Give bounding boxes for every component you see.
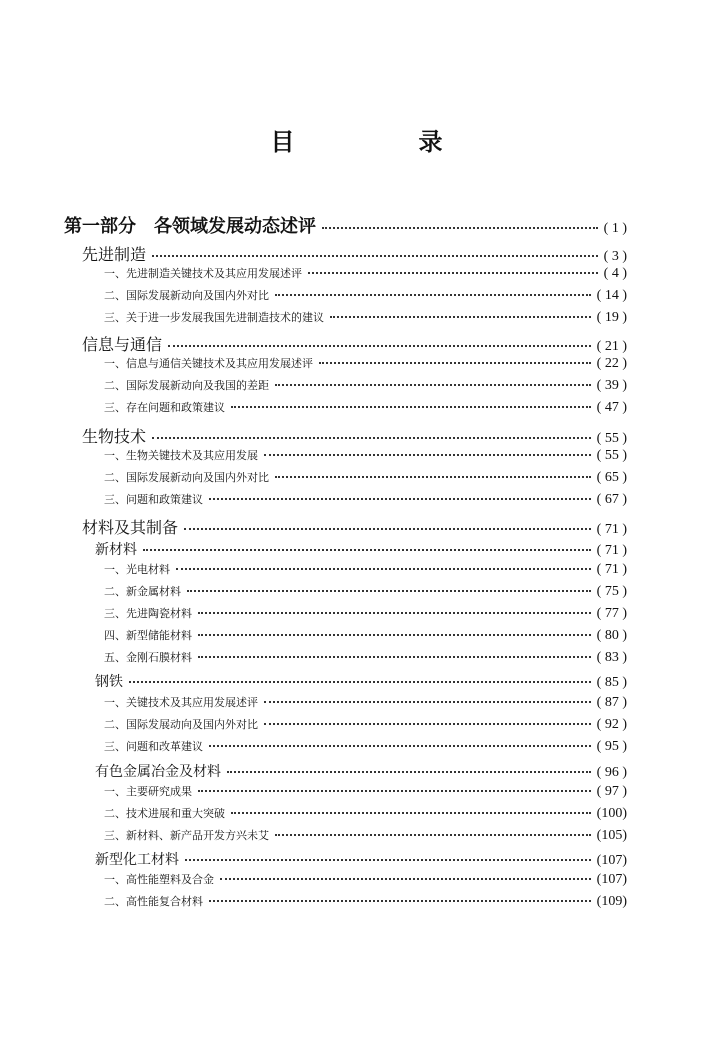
- toc-entry-page-number: ( 22 ): [596, 356, 627, 371]
- toc-entry: [82, 242, 627, 265]
- toc-entry-title: 四、新型储能材料: [104, 629, 192, 642]
- toc-entry-page-number: ( 75 ): [596, 584, 627, 599]
- dot-leader: [152, 437, 591, 439]
- toc-entry-page-number: ( 95 ): [596, 739, 627, 754]
- toc-entry: [104, 805, 627, 822]
- toc-entry-page-number: ( 3 ): [603, 249, 627, 264]
- toc-entry-title: 有色金属冶金及材料: [95, 764, 221, 780]
- toc-entry: [82, 332, 627, 355]
- dot-leader: [264, 454, 591, 456]
- toc-entry: [104, 265, 627, 282]
- dot-leader: [275, 384, 591, 386]
- toc-entry-title: 第一部分 各领域发展动态述评: [64, 216, 316, 237]
- toc-entry-page-number: ( 14 ): [596, 288, 627, 303]
- dot-leader: [322, 227, 598, 229]
- toc-entry: [104, 491, 627, 508]
- toc-entry-page-number: ( 71 ): [596, 522, 627, 537]
- toc-entry-page-number: ( 77 ): [596, 606, 627, 621]
- dot-leader: [275, 834, 591, 836]
- dot-leader: [185, 859, 591, 861]
- dot-leader: [209, 498, 591, 500]
- toc-entry-title: 一、高性能塑料及合金: [104, 873, 214, 886]
- toc-entry-title: 一、关键技术及其应用发展述评: [104, 696, 258, 709]
- toc-entry-page-number: (105): [596, 828, 627, 843]
- dot-leader: [143, 549, 591, 551]
- dot-leader: [198, 656, 591, 658]
- toc-entry-page-number: ( 92 ): [596, 717, 627, 732]
- toc-entry: [104, 783, 627, 800]
- dot-leader: [264, 701, 591, 703]
- page-title: 目 录: [270, 128, 493, 156]
- toc-entry: [82, 515, 627, 538]
- dot-leader: [231, 812, 591, 814]
- toc-entry-page-number: ( 87 ): [596, 695, 627, 710]
- toc-entry: [104, 893, 627, 910]
- toc-entry-page-number: ( 71 ): [596, 543, 627, 558]
- dot-leader: [220, 878, 591, 880]
- toc-entry-page-number: ( 96 ): [596, 765, 627, 780]
- dot-leader: [198, 612, 591, 614]
- toc-entry-page-number: ( 47 ): [596, 400, 627, 415]
- toc-entry: [104, 738, 627, 755]
- toc-entry: [95, 761, 627, 781]
- toc-entry: [104, 716, 627, 733]
- toc-entry: [104, 355, 627, 372]
- toc-entry-page-number: ( 67 ): [596, 492, 627, 507]
- toc-entry-page-number: (107): [596, 853, 627, 868]
- toc-entry-page-number: ( 39 ): [596, 378, 627, 393]
- toc-entry-title: 信息与通信: [82, 335, 163, 354]
- toc-entry-title: 新型化工材料: [95, 852, 179, 868]
- dot-leader: [152, 255, 598, 257]
- toc-entry-page-number: (100): [596, 806, 627, 821]
- dot-leader: [308, 272, 598, 274]
- toc-entry-page-number: ( 65 ): [596, 470, 627, 485]
- toc-entry: [95, 849, 627, 869]
- toc-entry: [95, 671, 627, 691]
- dot-leader: [198, 634, 591, 636]
- toc-entry-title: 三、问题和改革建议: [104, 740, 203, 753]
- toc-entry: [104, 399, 627, 416]
- toc-entry: [104, 583, 627, 600]
- toc-entry: [104, 649, 627, 666]
- toc-entry-page-number: ( 71 ): [596, 562, 627, 577]
- toc-entry: [104, 447, 627, 464]
- dot-leader: [231, 406, 591, 408]
- toc-entry-title: 一、先进制造关键技术及其应用发展述评: [104, 267, 302, 280]
- dot-leader: [319, 362, 591, 364]
- dot-leader: [129, 681, 591, 683]
- dot-leader: [209, 745, 591, 747]
- toc-entry-page-number: ( 55 ): [596, 448, 627, 463]
- toc-entry-title: 材料及其制备: [82, 518, 179, 537]
- toc-entry: [104, 871, 627, 888]
- toc-entry-title: 二、国际发展新动向及我国的差距: [104, 379, 269, 392]
- toc-entry-title: 二、国际发展新动向及国内外对比: [104, 471, 269, 484]
- toc-entry-page-number: ( 85 ): [596, 675, 627, 690]
- dot-leader: [264, 723, 591, 725]
- toc-entry-title: 二、高性能复合材料: [104, 895, 203, 908]
- toc-entry-title: 新材料: [95, 542, 137, 558]
- toc-entry-title: 先进制造: [82, 245, 147, 264]
- toc-entry: [104, 309, 627, 326]
- toc-entry-page-number: (107): [596, 872, 627, 887]
- toc-entry-page-number: ( 19 ): [596, 310, 627, 325]
- toc-entry-page-number: ( 21 ): [596, 339, 627, 354]
- toc-entry-title: 三、存在问题和政策建议: [104, 401, 225, 414]
- toc-entry-title: 三、先进陶瓷材料: [104, 607, 192, 620]
- dot-leader: [330, 316, 591, 318]
- toc-entry-title: 三、关于进一步发展我国先进制造技术的建议: [104, 311, 324, 324]
- toc-entry-page-number: ( 55 ): [596, 431, 627, 446]
- dot-leader: [209, 900, 591, 902]
- dot-leader: [275, 294, 591, 296]
- toc-entry: [82, 424, 627, 447]
- toc-entry-title: 二、国际发展新动向及国内外对比: [104, 289, 269, 302]
- toc-entry-title: 三、新材料、新产品开发方兴未艾: [104, 829, 269, 842]
- toc-entry: [95, 539, 627, 559]
- toc-entry-title: 三、问题和政策建议: [104, 493, 203, 506]
- dot-leader: [184, 528, 591, 530]
- toc-entry: [104, 694, 627, 711]
- toc-entry-page-number: ( 4 ): [603, 266, 627, 281]
- toc-entry: [104, 287, 627, 304]
- toc-entry-title: 二、技术进展和重大突破: [104, 807, 225, 820]
- toc-entry-page-number: ( 1 ): [603, 221, 627, 236]
- toc-entry-title: 二、新金属材料: [104, 585, 181, 598]
- toc-entry-title: 五、金刚石膜材料: [104, 651, 192, 664]
- toc-entry-title: 一、信息与通信关键技术及其应用发展述评: [104, 357, 313, 370]
- toc-entry-title: 生物技术: [82, 427, 147, 446]
- toc-entry-title: 一、光电材料: [104, 563, 170, 576]
- toc-entry: [104, 827, 627, 844]
- toc-entry-title: 一、主要研究成果: [104, 785, 192, 798]
- toc-entry: [104, 627, 627, 644]
- toc-entry-page-number: ( 80 ): [596, 628, 627, 643]
- toc-entry-page-number: ( 97 ): [596, 784, 627, 799]
- dot-leader: [168, 345, 591, 347]
- toc-entry: [64, 212, 627, 238]
- dot-leader: [176, 568, 591, 570]
- dot-leader: [187, 590, 591, 592]
- toc-entry: [104, 605, 627, 622]
- toc-entry-title: 一、生物关键技术及其应用发展: [104, 449, 258, 462]
- toc-entry-title: 二、国际发展动向及国内外对比: [104, 718, 258, 731]
- toc-entry: [104, 561, 627, 578]
- dot-leader: [198, 790, 591, 792]
- toc-entry-page-number: (109): [596, 894, 627, 909]
- toc-entry-page-number: ( 83 ): [596, 650, 627, 665]
- toc-entry: [104, 377, 627, 394]
- toc-entry-title: 钢铁: [95, 674, 123, 690]
- dot-leader: [275, 476, 591, 478]
- dot-leader: [227, 771, 591, 773]
- toc-entry: [104, 469, 627, 486]
